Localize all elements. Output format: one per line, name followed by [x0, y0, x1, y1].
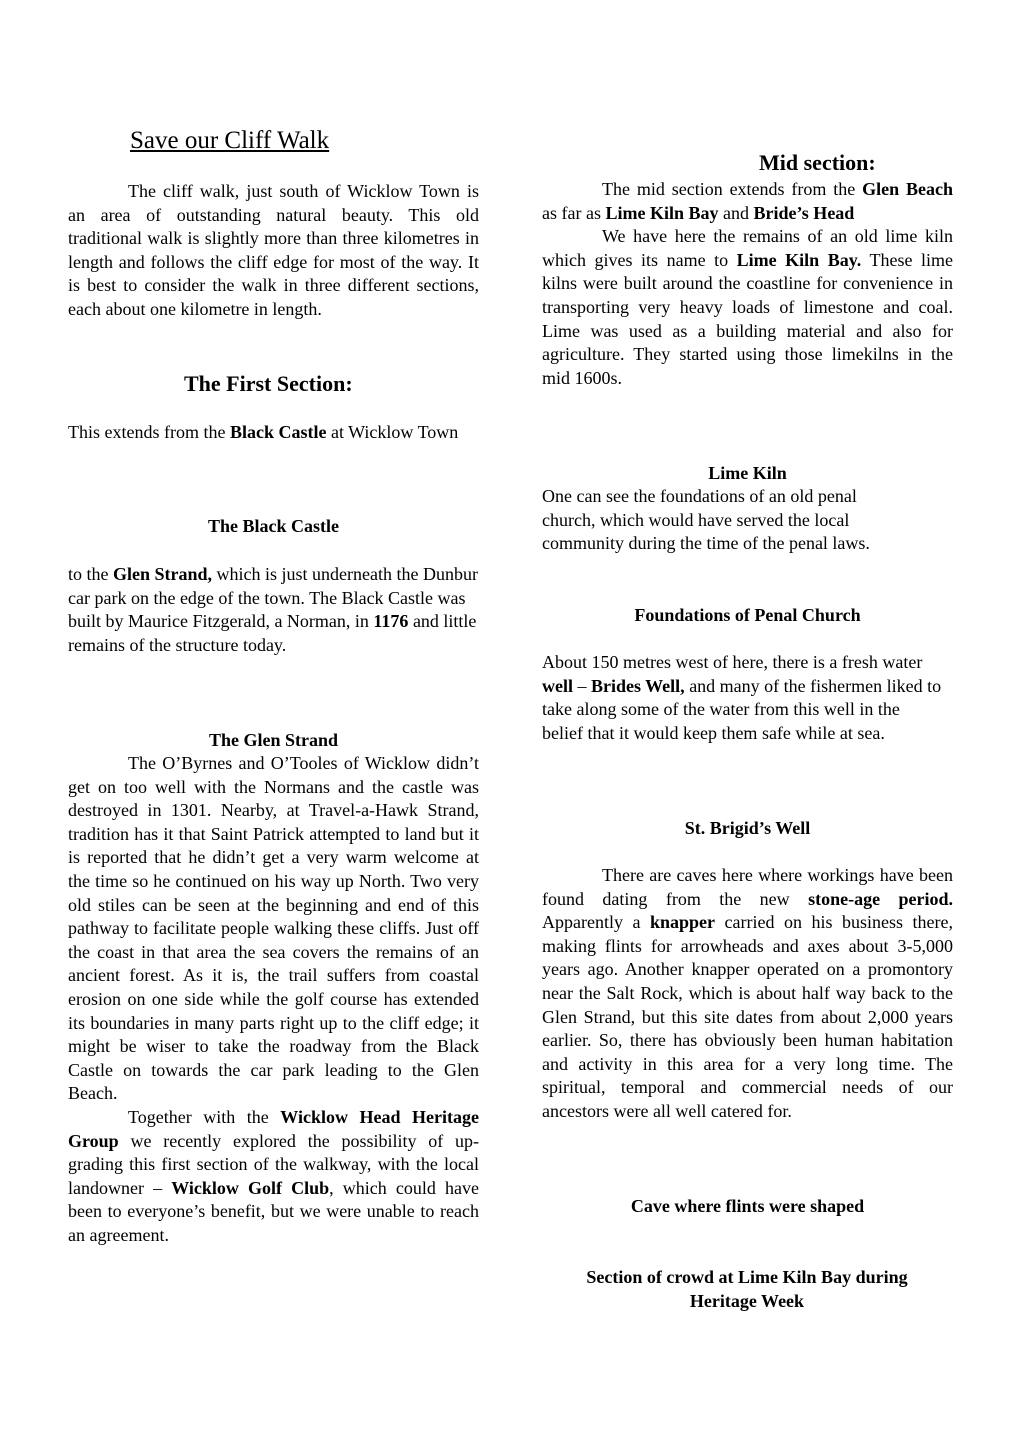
brides-well-term: Brides Well,	[591, 675, 685, 696]
glen-beach-term: Glen Beach	[862, 179, 954, 199]
caption-crowd: Section of crowd at Lime Kiln Bay during Heritage Week	[586, 1267, 908, 1311]
caption-cave: Cave where flints were shaped	[630, 1196, 865, 1216]
first-section-extends: This extends from the Black Castle at Wicklow Town	[68, 422, 459, 442]
mid-extends-paragraph: The mid section extends from the Glen Beach as far as Lime Kiln Bay and Bride’s Head	[542, 179, 954, 223]
glen-strand-term: Glen Strand,	[113, 564, 213, 584]
caption-black-castle: The Black Castle	[207, 516, 339, 536]
lime-kiln-bay-term-2: Lime Kiln Bay.	[736, 249, 862, 270]
mid-section-heading: Mid section:	[759, 150, 876, 175]
together-paragraph: Together with the Wicklow Head Heritage Group we recently explored the possibility of up-grading this first section of the walkway, with the local landowner – Wicklow Golf Club, which could have been to everyone’s benefit, but we were unable to reach an agreement.	[68, 1106, 479, 1245]
caption-penal-church: Foundations of Penal Church	[634, 605, 861, 625]
year-term: 1176	[373, 611, 409, 632]
caves-paragraph: There are caves here where workings have been found dating from the new stone-age period. Apparently a knapper carried on his business there, making flints for arrowheads and axes about 3-5,000 years ago. Another knapper operated on a promontory near the Salt Rock, which is about half way back to the Glen Strand, but this site dates from about 2,000 years earlier. So, there has obviously been human habitation and activity in this area for a very long time. The spiritual, temporal and commercial needs of our ancestors were all well catered for.	[542, 865, 954, 1121]
golf-club-term: Wicklow Golf Club	[171, 1177, 330, 1198]
stone-age-term: stone-age period.	[808, 888, 954, 909]
caption-st-brigids-well: St. Brigid’s Well	[684, 818, 811, 838]
glen-strand-paragraph: to the Glen Strand, which is just underneath the Dunbur car park on the edge of the town. The Black Castle was built by Maurice Fitzgerald, a Norman, in 1176 and little remains of the structure today.	[68, 564, 478, 655]
brides-head-term: Bride’s Head	[753, 202, 855, 223]
black-castle-term: Black Castle	[229, 422, 327, 442]
history-block	[68, 752, 479, 1247]
caption-lime-kiln: Lime Kiln	[708, 463, 787, 483]
well-paragraph: About 150 metres west of here, there is a fresh water well – Brides Well, and many of the fishermen liked to take along some of the water from this well in the belief that it would keep them safe while at sea.	[542, 652, 942, 743]
intro-text: The cliff walk, just south of Wicklow Town is an area of outstanding natural beauty. This old traditional walk is slightly more than three kilometres in length and follows the cliff edge for most of the way. It is best to consider the walk in three different sections, each about one kilometre in length.	[68, 181, 479, 319]
otooles-paragraph: The O’Byrnes and O’Tooles of Wicklow didn’t get on too well with the Normans and the castle was destroyed in 1301. Nearby, at Travel-a-Hawk Strand, tradition has it that Saint Patrick attempted to land but it is reported that he didn’t get a very warm welcome at the time so he continued on his way up North. Two very old stiles can be seen at the beginning and end of this pathway to facilitate people walking these cliffs. Just off the coast in that area the sea covers the remains of an ancient forest. As it is, the trail suffers from coastal erosion on one side while the golf course has extended its boundaries in many parts right up to the cliff edge; it might be wiser to take the roadway from the Black Castle on towards the car park leading to the Glen Beach.	[68, 753, 479, 1104]
lime-kiln-bay-term: Lime Kiln Bay	[605, 202, 719, 223]
limekiln-paragraph: We have here the remains of an old lime kiln which gives its name to Lime Kiln Bay. These lime kilns were built around the coastline for convenience in transporting very heavy loads of limestone and coal. Lime was used as a building material and also for agriculture. They started using those limekilns in the mid 1600s.	[542, 226, 953, 388]
well-term: well	[542, 675, 573, 696]
heritage-group-term: Wicklow Head Heritage Group	[68, 1106, 479, 1151]
caption-glen-strand: The Glen Strand	[208, 730, 339, 750]
page-title: Save our Cliff Walk	[130, 127, 330, 154]
mid-section-block	[542, 178, 953, 390]
first-section-heading: The First Section:	[184, 371, 353, 396]
intro-paragraph	[68, 180, 479, 322]
penal-paragraph: One can see the foundations of an old penal church, which would have served the local community during the time of the penal laws.	[542, 486, 870, 554]
knapper-term: knapper	[649, 912, 716, 933]
